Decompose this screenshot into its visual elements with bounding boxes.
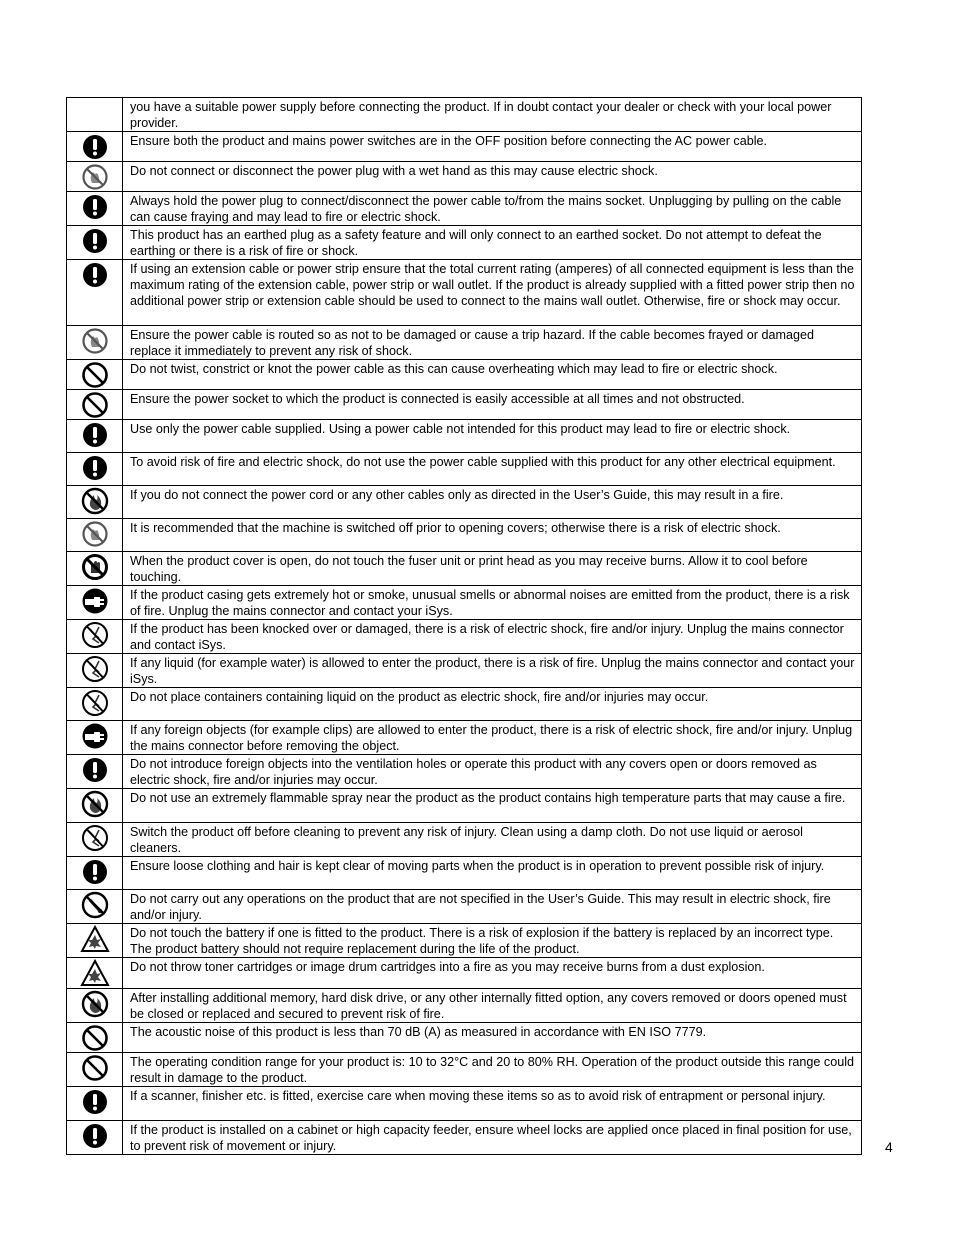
no-wet-hands-icon [80,163,110,191]
table-row [67,226,862,260]
table-row [67,789,862,823]
safety-text: Do not use an extremely flammable spray near the product as the product contains high temperature parts that may cause a fire. [123,789,862,823]
no-fire-icon [80,487,110,515]
no-wet-hands-icon [80,327,110,355]
safety-text: Do not twist, constrict or knot the power cable as this can cause overheating which may lead to fire or electric shock. [123,360,862,390]
table-row [67,1053,862,1087]
no-disassemble-icon [80,689,110,717]
table-row [67,260,862,326]
safety-text: If you do not connect the power cord or any other cables only as directed in the User’s Guide, this may result in a fire. [123,486,862,519]
table-row [67,360,862,390]
table-row [67,688,862,721]
safety-text: If the product is installed on a cabinet or high capacity feeder, ensure wheel locks are applied once placed in final position for use, to prevent risk of movement or injury. [123,1121,862,1155]
table-row [67,552,862,586]
safety-text: It is recommended that the machine is switched off prior to opening covers; otherwise there is a risk of electric shock. [123,519,862,552]
no-touch-icon [80,553,110,581]
safety-text: This product has an earthed plug as a safety feature and will only connect to an earthed socket. Do not attempt to defeat the earthing or there is a risk of fire or shock. [123,226,862,260]
safety-text: you have a suitable power supply before connecting the product. If in doubt contact your dealer or check with your local power provider. [123,98,862,132]
icon-cell [67,989,123,1023]
table-row [67,486,862,519]
table-row [67,132,862,162]
safety-text: Do not throw toner cartridges or image drum cartridges into a fire as you may receive burns from a dust explosion. [123,958,862,989]
safety-text: To avoid risk of fire and electric shock, do not use the power cable supplied with this product for any other electrical equipment. [123,453,862,486]
table-row [67,857,862,890]
icon-cell [67,688,123,721]
mandatory-icon [80,1088,110,1116]
explosion-warning-icon [80,959,110,987]
mandatory-icon [80,1122,110,1150]
table-row [67,1023,862,1053]
icon-cell [67,924,123,958]
unplug-icon [80,587,110,615]
icon-cell [67,420,123,453]
prohibited-icon [80,1054,110,1082]
icon-cell [67,260,123,326]
safety-text: If the product has been knocked over or damaged, there is a risk of electric shock, fire and/or injury. Unplug the mains connector and contact iSys. [123,620,862,654]
table-row [67,162,862,192]
table-row [67,326,862,360]
safety-text: Do not place containers containing liquid on the product as electric shock, fire and/or injuries may occur. [123,688,862,721]
no-fire-icon [80,790,110,818]
safety-text: If any liquid (for example water) is allowed to enter the product, there is a risk of fire. Unplug the mains connector and contact your iSys. [123,654,862,688]
icon-cell [67,958,123,989]
mandatory-icon [80,421,110,449]
icon-cell [67,453,123,486]
icon-cell [67,857,123,890]
icon-cell [67,1087,123,1121]
mandatory-icon [80,193,110,221]
no-disassemble-icon [80,824,110,852]
safety-text: If using an extension cable or power strip ensure that the total current rating (amperes) of all connected equipment is less than the maximum rating of the extension cable, power strip or wall outlet. If the product is already supplied with a fitted power strip then no additional power strip or extension cable should be used to connect to the mains wall outlet. Otherwise, fire or shock may occur. [123,260,862,326]
table-row [67,654,862,688]
icon-cell [67,98,123,132]
icon-cell [67,586,123,620]
safety-text: The acoustic noise of this product is less than 70 dB (A) as measured in accordance with EN ISO 7779. [123,1023,862,1053]
safety-text: Do not carry out any operations on the product that are not specified in the User’s Guide. This may result in electric shock, fire and/or injury. [123,890,862,924]
icon-cell [67,132,123,162]
icon-cell [67,755,123,789]
icon-cell [67,519,123,552]
table-row [67,390,862,420]
table-row [67,1087,862,1121]
icon-cell [67,789,123,823]
safety-text: If a scanner, finisher etc. is fitted, exercise care when moving these items so as to avoid risk of entrapment or personal injury. [123,1087,862,1121]
safety-text: Ensure both the product and mains power switches are in the OFF position before connecting the AC power cable. [123,132,862,162]
safety-text: Ensure loose clothing and hair is kept clear of moving parts when the product is in operation to prevent possible risk of injury. [123,857,862,890]
safety-table [66,97,862,1155]
safety-text: When the product cover is open, do not touch the fuser unit or print head as you may receive burns. Allow it to cool before touching. [123,552,862,586]
icon-cell [67,1121,123,1155]
icon-cell [67,1053,123,1087]
table-row [67,721,862,755]
safety-text: Ensure the power socket to which the product is connected is easily accessible at all times and not obstructed. [123,390,862,420]
table-row [67,890,862,924]
safety-text: If any foreign objects (for example clips) are allowed to enter the product, there is a risk of electric shock, fire and/or injury. Unplug the mains connector before removing the object. [123,721,862,755]
safety-text: Do not introduce foreign objects into the ventilation holes or operate this product with any covers open or doors removed as electric shock, fire and/or injuries may occur. [123,755,862,789]
icon-cell [67,552,123,586]
explosion-warning-icon [80,925,110,953]
icon-cell [67,721,123,755]
prohibited-icon [80,361,110,389]
icon-cell [67,360,123,390]
safety-text: Switch the product off before cleaning to prevent any risk of injury. Clean using a damp cloth. Do not use liquid or aerosol cleaners. [123,823,862,857]
icon-cell [67,162,123,192]
table-row [67,519,862,552]
safety-text: Ensure the power cable is routed so as not to be damaged or cause a trip hazard. If the cable becomes frayed or damaged replace it immediately to prevent any risk of shock. [123,326,862,360]
icon-cell [67,486,123,519]
table-row [67,192,862,226]
table-row [67,620,862,654]
table-row [67,1121,862,1155]
mandatory-icon [80,227,110,255]
mandatory-icon [80,133,110,161]
table-row [67,98,862,132]
no-disassemble-icon [80,621,110,649]
icon-cell [67,226,123,260]
table-row [67,924,862,958]
no-disassemble-icon [80,655,110,683]
mandatory-icon [80,858,110,886]
mandatory-icon [80,756,110,784]
no-wet-hands-icon [80,520,110,548]
prohibited-icon [80,1024,110,1052]
safety-text: Do not connect or disconnect the power plug with a wet hand as this may cause electric shock. [123,162,862,192]
table-row [67,989,862,1023]
prohibited-icon [80,391,110,419]
icon-cell [67,890,123,924]
no-tools-icon [80,891,110,919]
table-row [67,958,862,989]
safety-text: After installing additional memory, hard disk drive, or any other internally fitted option, any covers removed or doors opened must be closed or replaced and secured to prevent risk of fire. [123,989,862,1023]
table-row [67,823,862,857]
table-row [67,755,862,789]
safety-text: Use only the power cable supplied. Using a power cable not intended for this product may lead to fire or electric shock. [123,420,862,453]
icon-cell [67,1023,123,1053]
mandatory-icon [80,261,110,289]
icon-cell [67,390,123,420]
table-row [67,586,862,620]
table-row [67,453,862,486]
icon-cell [67,326,123,360]
unplug-icon [80,722,110,750]
icon-cell [67,192,123,226]
safety-text: The operating condition range for your product is: 10 to 32°C and 20 to 80% RH. Operation of the product outside this range could result in damage to the product. [123,1053,862,1087]
table-row [67,420,862,453]
icon-cell [67,823,123,857]
safety-text: If the product casing gets extremely hot or smoke, unusual smells or abnormal noises are emitted from the product, there is a risk of fire. Unplug the mains connector and contact your iSys. [123,586,862,620]
safety-text: Always hold the power plug to connect/disconnect the power cable to/from the mains socket. Unplugging by pulling on the cable can cause fraying and may lead to fire or electric shock. [123,192,862,226]
page-number: 4 [885,1139,893,1155]
no-fire-icon [80,990,110,1018]
icon-cell [67,620,123,654]
safety-table-body [67,98,862,1155]
safety-text: Do not touch the battery if one is fitted to the product. There is a risk of explosion if the battery is replaced by an incorrect type. The product battery should not require replacement during the life of the product. [123,924,862,958]
mandatory-icon [80,454,110,482]
icon-cell [67,654,123,688]
